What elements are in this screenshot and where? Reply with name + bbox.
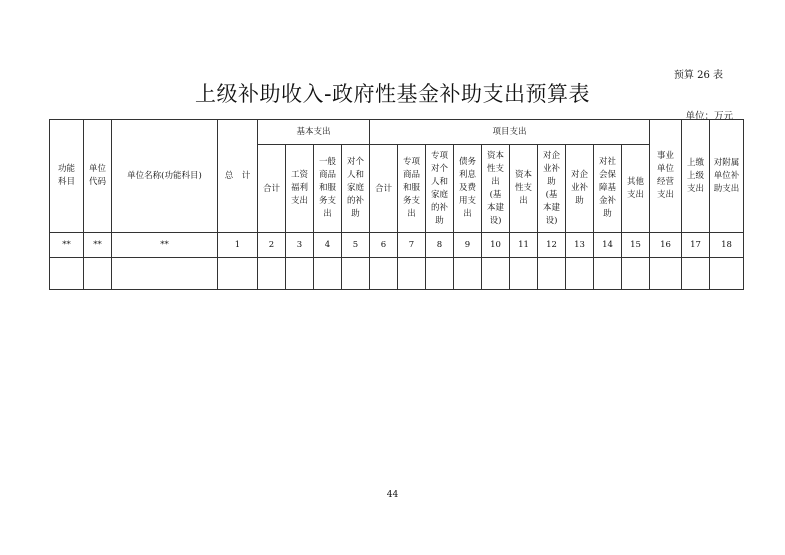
header-payment-to-higher: 上缴上级支出 <box>682 120 710 233</box>
table-number: 预算 26 表 <box>673 70 723 81</box>
empty-data-row <box>50 258 744 290</box>
header-enterprise-subsidy: 对企业补助 <box>566 145 594 233</box>
header-subsidy-individuals: 对个人和家庭的补助 <box>342 145 370 233</box>
index-cell: 7 <box>398 233 426 258</box>
header-function-subject: 功能科目 <box>50 120 84 233</box>
header-enterprise-subsidy-construction: 对企业补助(基本建设) <box>538 145 566 233</box>
header-project-expense: 项目支出 <box>370 120 650 145</box>
header-institution-operation: 事业单位经营支出 <box>650 120 682 233</box>
header-general-goods-services: 一般商品和服务支出 <box>314 145 342 233</box>
index-cell: ** <box>84 233 112 258</box>
header-special-goods-services: 专项商品和服务支出 <box>398 145 426 233</box>
header-subsidy-to-affiliates: 对附属单位补助支出 <box>710 120 744 233</box>
index-cell: 14 <box>594 233 622 258</box>
header-capital-expense: 资本性支出 <box>510 145 538 233</box>
index-cell: 15 <box>622 233 650 258</box>
index-cell: 9 <box>454 233 482 258</box>
index-cell: 18 <box>710 233 744 258</box>
header-project-subtotal: 合计 <box>370 145 398 233</box>
header-other-expense: 其他支出 <box>622 145 650 233</box>
index-cell: 1 <box>218 233 258 258</box>
index-cell: 6 <box>370 233 398 258</box>
header-basic-expense: 基本支出 <box>258 120 370 145</box>
page-number: 44 <box>386 490 399 500</box>
index-cell: 11 <box>510 233 538 258</box>
index-cell: 16 <box>650 233 682 258</box>
header-unit-code: 单位代码 <box>84 120 112 233</box>
header-basic-subtotal: 合计 <box>258 145 286 233</box>
index-cell: 5 <box>342 233 370 258</box>
index-cell: 17 <box>682 233 710 258</box>
index-cell: 10 <box>482 233 510 258</box>
index-cell: 4 <box>314 233 342 258</box>
index-cell: 13 <box>566 233 594 258</box>
index-cell: 8 <box>426 233 454 258</box>
index-cell: ** <box>112 233 218 258</box>
unit-label: 单位：万元 <box>685 111 733 122</box>
index-cell: 3 <box>286 233 314 258</box>
header-social-security-subsidy: 对社会保障基金补助 <box>594 145 622 233</box>
index-cell: 12 <box>538 233 566 258</box>
header-unit-name: 单位名称(功能科目) <box>112 120 218 233</box>
index-cell: ** <box>50 233 84 258</box>
page-title: 上级补助收入-政府性基金补助支出预算表 <box>194 82 591 106</box>
header-wage-welfare: 工资福利支出 <box>286 145 314 233</box>
header-total: 总 计 <box>218 120 258 233</box>
index-cell: 2 <box>258 233 286 258</box>
header-special-subsidy-individuals: 专项对个人和家庭的补助 <box>426 145 454 233</box>
header-debt-interest: 债务利息及费用支出 <box>454 145 482 233</box>
header-capital-construction: 资本性支出(基本建设) <box>482 145 510 233</box>
budget-table <box>49 119 744 290</box>
index-row <box>50 233 744 258</box>
